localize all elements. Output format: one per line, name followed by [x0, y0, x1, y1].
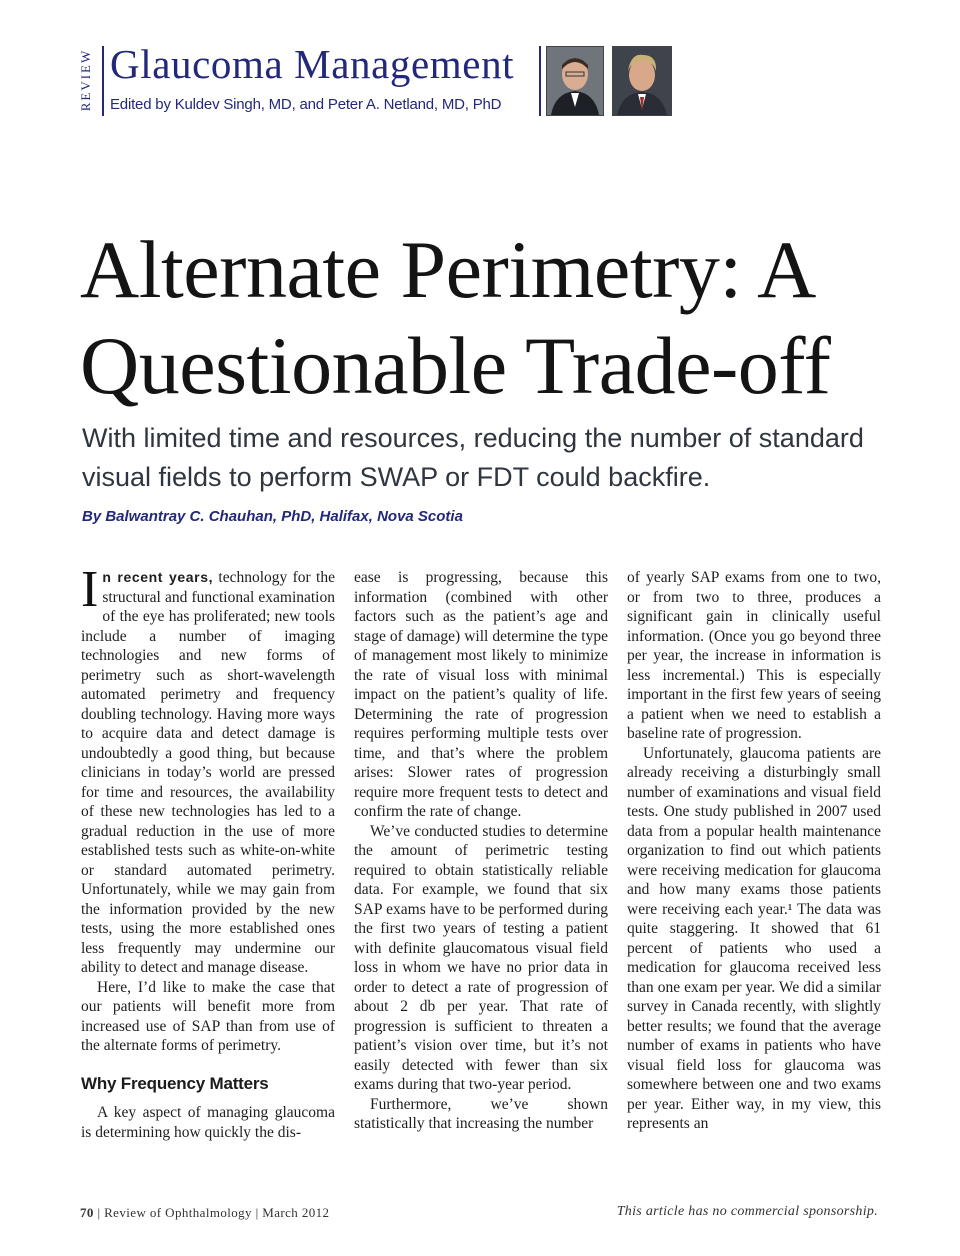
folio-text: | Review of Ophthalmology | March 2012 [93, 1205, 330, 1220]
editor-photo-2 [612, 46, 672, 116]
paragraph-4: We’ve conducted studies to determine the amount of perimetric testing required to obtain statistically reliable data. For example, we found that six SAP exams have to be performed during the first two years of testing a patient with definite glaucomatous visual field loss in whom we have no prior data in order to detect a rate of progression of about 2 db per year. That rate of progression is sufficient to threaten a patient’s vision over time, but it’s not easily detected with fewer than six exams during that two-year period. [354, 822, 608, 1093]
paragraph-5-continued: of yearly SAP exams from one to two, or from two to three, produces a significant gain in clinically useful information. (Once you go beyond three per year, the increase in information is less incremental.) This is especially important in the first few years of seeing a patient when we need to establish a baseline rate of progression. [627, 569, 881, 742]
column-title: Glaucoma Management [110, 41, 515, 87]
paragraph-5-start: Furthermore, we’ve shown statistically that increasing the number [354, 1095, 608, 1132]
page-folio [80, 1205, 329, 1221]
review-tag-text: REVIEW [78, 48, 93, 112]
section-heading: Why Frequency Matters [81, 1073, 269, 1093]
paragraph-3-start: A key aspect of managing glaucoma is determining how quickly the dis- [81, 1104, 335, 1141]
body-column-2 [354, 568, 608, 1134]
paragraph-3-continued: ease is progressing, because this information (combined with other factors such as the patient’s age and stage of damage) will determine the type of management most likely to minimize the rate of visual loss with minimal impact on the patient’s quality of life. Determining the rate of progression requires performing multiple tests over time, and that’s where the problem arises: Slower rates of progression require more frequent tests to detect and confirm the rate of change. [354, 569, 608, 820]
editor-photo-1 [546, 46, 604, 116]
article-title [80, 222, 940, 414]
page-number: 70 [80, 1205, 94, 1220]
header-divider-right [539, 46, 541, 116]
editor-portrait-1-image [547, 47, 603, 115]
header-divider-left [102, 46, 104, 116]
lead-in: n recent years, [102, 569, 214, 585]
article-byline: By Balwantray C. Chauhan, PhD, Halifax, Nova Scotia [82, 508, 463, 525]
article-title-line-2: Questionable Trade-off [80, 320, 831, 411]
body-column-3 [627, 568, 881, 1134]
article-subtitle: With limited time and resources, reducing the number of standard visual fields to perform SWAP or FDT could backfire. [82, 423, 864, 492]
paragraph-1-text: technology for the structural and functional examination of the eye has proliferated; new tools include a number of imaging technologies and new forms of perimetry such as short-wavelength automated perimetry and frequency doubling technology. Having more ways to acquire data and detect damage is undoubtedly a good thing, but because clinicians in today’s world are pressed for time and resources, the availability of these new technologies has led to a gradual reduction in the use of more established tests such as white-on-white or standard automated perimetry. Unfortunately, while we may gain from the information provided by the new tests, using the more established ones less frequently may undermine our ability to detect and manage disease. [81, 569, 335, 976]
drop-cap: I [81, 561, 99, 618]
body-column-1 [81, 561, 335, 1142]
paragraph-2: Here, I’d like to make the case that our patients will benefit more from increased use of SAP than from use of the alternate forms of perimetry. [81, 978, 335, 1054]
editor-portrait-2-image [613, 47, 671, 115]
paragraph-6: Unfortunately, glaucoma patients are already receiving a disturbingly small number of examinations and visual field tests. One study published in 2007 used data from a popular health maintenance organization to find out which patients were receiving medication for glaucoma and how many exams those patients were receiving each year.¹ The data was quite staggering. It showed that 61 percent of patients who used a medication for glaucoma received less than one exam per year. We did a similar survey in Canada recently, with slightly better results; we found that the average number of exams in patients who have visual field loss for glaucoma was somewhere between one and two exams per year. Either way, in my view, this represents an [627, 744, 881, 1132]
paragraph-1 [81, 561, 335, 978]
article-title-line-1: Alternate Perimetry: A [80, 224, 816, 315]
sponsorship-note: This article has no commercial sponsorship. [616, 1204, 878, 1219]
review-section-tag [66, 44, 106, 116]
column-editors: Edited by Kuldev Singh, MD, and Peter A. Netland, MD, PhD [110, 96, 502, 113]
